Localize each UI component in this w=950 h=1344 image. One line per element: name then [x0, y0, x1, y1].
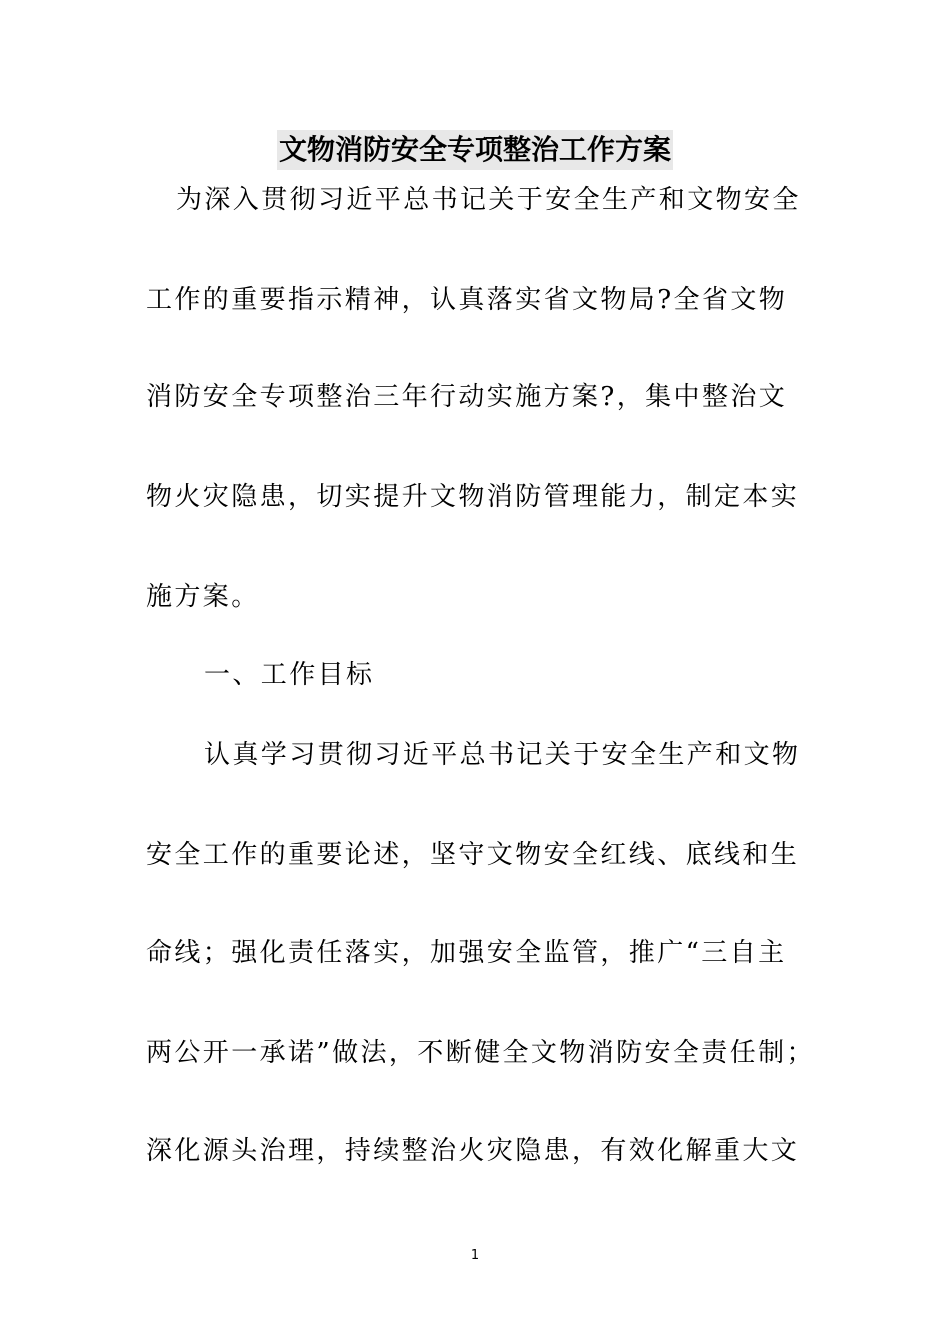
paragraph-line: 认真学习贯彻习近平总书记关于安全生产和文物	[204, 740, 801, 770]
paragraph-line: 两公开一承诺”做法，不断健全文物消防安全责任制；	[146, 1038, 815, 1068]
paragraph-line: 安全工作的重要论述，坚守文物安全红线、底线和生	[146, 840, 800, 870]
section-heading: 一、工作目标	[204, 660, 375, 690]
paragraph-line: 为深入贯彻习近平总书记关于安全生产和文物安全	[176, 185, 801, 215]
paragraph-line: 物火灾隐患，切实提升文物消防管理能力，制定本实	[146, 482, 800, 512]
paragraph-line: 施方案。	[146, 582, 260, 612]
page-number: 1	[470, 1248, 480, 1263]
title-container	[0, 130, 950, 170]
paragraph-line: 深化源头治理，持续整治火灾隐患，有效化解重大文	[146, 1136, 800, 1166]
paragraph-line: 命线；强化责任落实，加强安全监管，推广“三自主	[146, 938, 787, 968]
document-title: 文物消防安全专项整治工作方案	[277, 130, 673, 170]
paragraph-line: 消防安全专项整治三年行动实施方案?，集中整治文	[146, 382, 788, 412]
paragraph-line: 工作的重要指示精神，认真落实省文物局?全省文物	[146, 285, 788, 315]
